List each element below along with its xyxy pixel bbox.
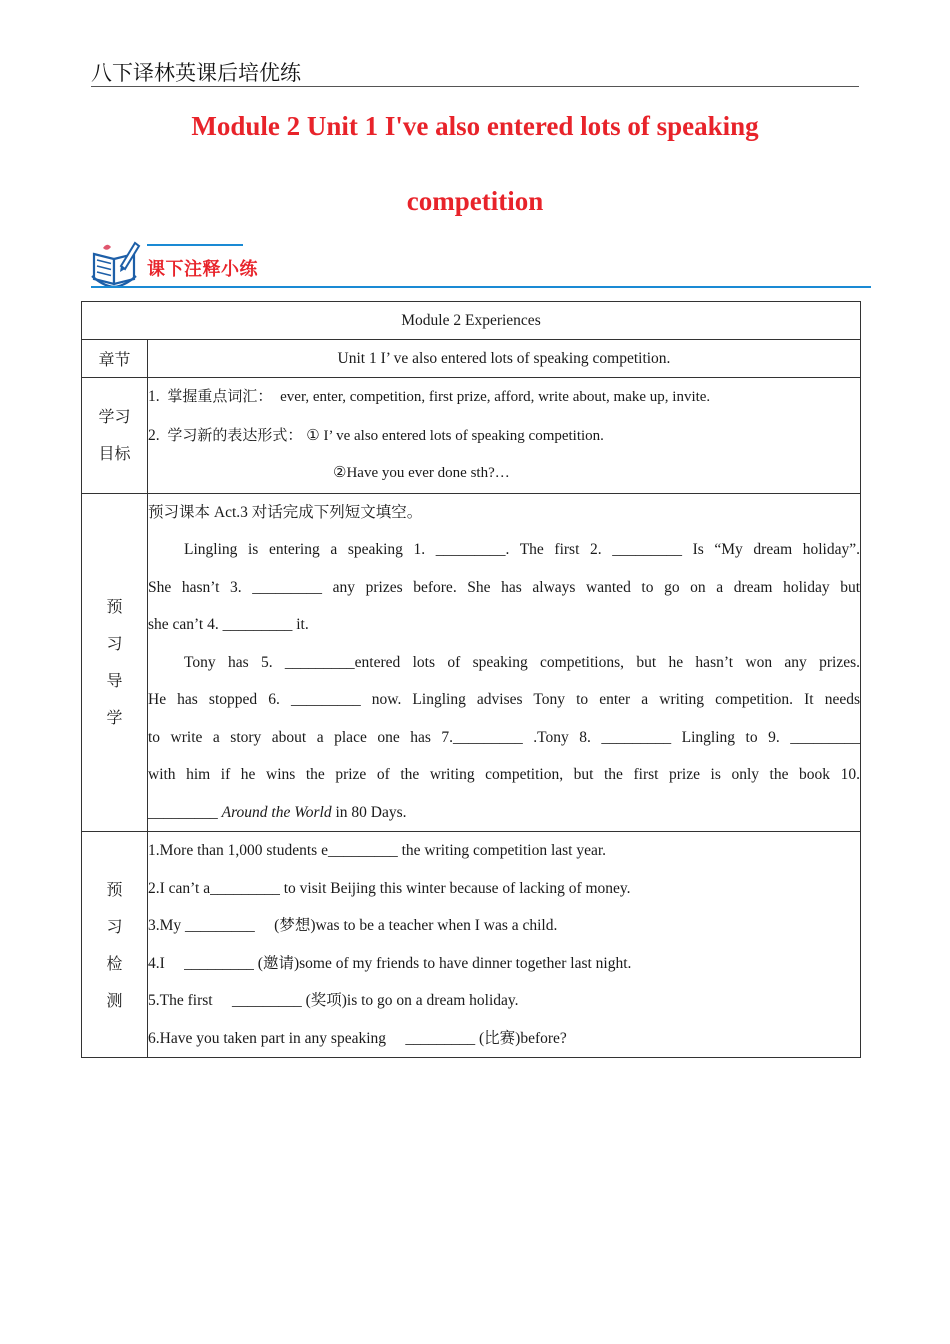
goal-item-2: 2. 学习新的表达形式： ① I’ ve also entered lots of speaking competition. — [148, 425, 604, 444]
preview-content — [148, 493, 861, 832]
study-table — [81, 301, 861, 1058]
book-title: Around the World — [221, 803, 332, 821]
goal-item-1: 1. 掌握重点词汇： ever, enter, competition, first prize, afford, write about, make up, invite. — [148, 387, 711, 405]
check-item: 2.I can’t a_________ to visit Beijing this winter because of lacking of money. — [148, 879, 631, 897]
passage-line: she can’t 4. _________ it. — [148, 616, 309, 633]
page-title-line2: competition — [406, 186, 544, 216]
goals-label: 学习 目标 — [82, 378, 148, 494]
preview-intro: 预习课本 Act.3 对话完成下列短文填空。 — [148, 503, 423, 521]
check-item: 4.I _________ (邀请)some of my friends to have dinner together last night. — [148, 954, 632, 972]
page-header — [91, 56, 859, 87]
passage-line: with him if he wins the prize of the writing competition, but the first prize is only the book 10. — [148, 766, 860, 783]
chapter-value: Unit 1 I’ ve also entered lots of speaking competition. — [148, 340, 861, 378]
check-item: 6.Have you taken part in any speaking _________ (比赛)before? — [148, 1029, 567, 1047]
heading-accent-line — [147, 244, 243, 246]
check-content — [148, 832, 861, 1058]
header-title: 八下译林英课后培优练 — [91, 61, 301, 85]
module-row — [82, 302, 861, 340]
section-label: 课下注释小练 — [147, 259, 258, 280]
page-title-line1: Module 2 Unit 1 I've also entered lots of speaking — [191, 111, 759, 141]
check-row — [82, 832, 861, 1058]
check-item: 5.The first _________ (奖项)is to go on a dream holiday. — [148, 992, 519, 1009]
preview-label: 预 习 导 学 — [82, 493, 148, 832]
passage-line: to write a story about a place one has 7._________ .Tony 8. _________ Lingling to 9. _________ — [148, 728, 860, 746]
passage-line-last: _________ Around the World in 80 Days. — [148, 803, 407, 821]
book-pen-icon — [91, 240, 141, 288]
module-name: Module 2 Experiences — [82, 302, 861, 340]
check-item: 1.More than 1,000 students e_________ the writing competition last year. — [148, 842, 607, 859]
goals-content — [148, 378, 861, 494]
check-label: 预 习 检 测 — [82, 832, 148, 1058]
goal-item-3: ②Have you ever done sth?… — [333, 465, 510, 481]
heading-divider — [91, 286, 871, 288]
chapter-row — [82, 340, 861, 378]
chapter-label: 章节 — [82, 340, 148, 378]
section-heading — [91, 240, 871, 290]
passage-line: Lingling is entering a speaking 1. _________. The first 2. _________ Is “My dream holiday”. — [184, 541, 860, 558]
preview-row — [82, 493, 861, 832]
passage-line: He has stopped 6. _________ now. Lingling advises Tony to enter a writing competition. It needs — [148, 691, 860, 708]
check-item: 3.My _________ (梦想)was to be a teacher when I was a child. — [148, 917, 558, 934]
passage-line: She hasn’t 3. _________ any prizes before. She has always wanted to go on a dream holiday but — [148, 578, 860, 596]
goals-row — [82, 378, 861, 494]
passage-line: Tony has 5. _________entered lots of speaking competitions, but he hasn’t won any prizes. — [184, 653, 860, 671]
